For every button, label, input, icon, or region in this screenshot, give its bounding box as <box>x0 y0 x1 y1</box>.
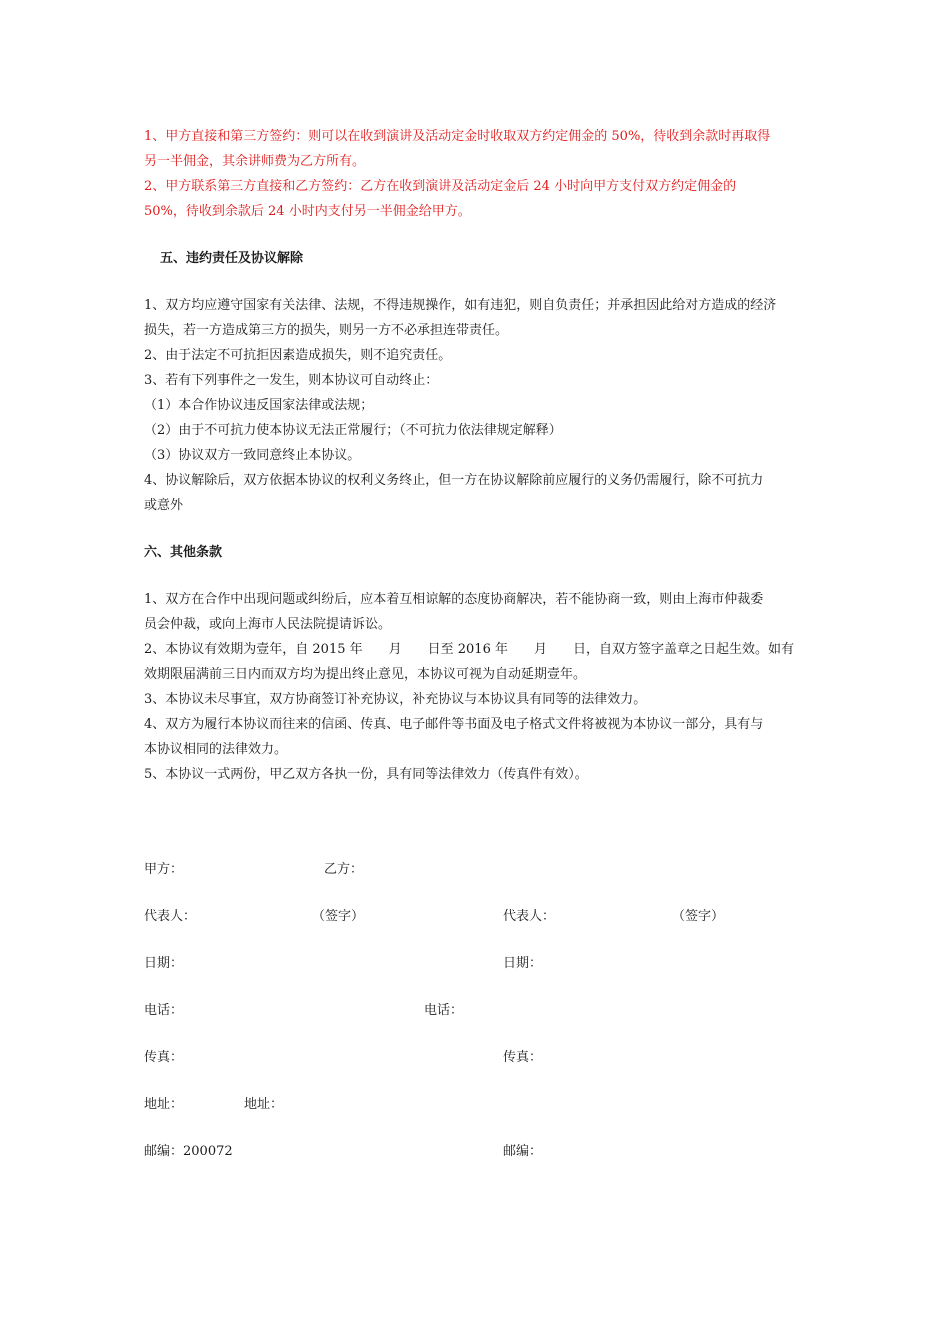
clause-5-3-item-1: （1）本合作协议违反国家法律或法规； <box>144 398 374 413</box>
clause-5-1-line-2: 损失，若一方造成第三方的损失，则另一方不必承担连带责任。 <box>144 323 509 338</box>
clause-5-3-item-2: （2）由于不可抗力使本协议无法正常履行；（不可抗力依法律规定解释） <box>144 423 562 438</box>
clause-5-3-item-3: （3）协议双方一致同意终止本协议。 <box>144 448 361 463</box>
address-b-label: 地址： <box>244 1097 284 1112</box>
section-5-title: 五、违约责任及协议解除 <box>160 251 304 266</box>
clause-5-4-line-1: 4、协议解除后，双方依据本协议的权利义务终止，但一方在协议解除前应履行的义务仍需履行，除不可抗力 <box>144 473 764 488</box>
clause-5-2: 2、由于法定不可抗拒因素造成损失，则不追究责任。 <box>144 348 452 363</box>
date-a-label: 日期： <box>144 956 184 971</box>
clause-6-2-line-2: 效期限届满前三日内而双方均为提出终止意见，本协议可视为自动延期壹年。 <box>144 667 587 682</box>
signature-a-label: （签字） <box>312 909 365 924</box>
party-b-label: 乙方： <box>324 862 364 877</box>
clause-6-3: 3、本协议未尽事宜，双方协商签订补充协议，补充协议与本协议具有同等的法律效力。 <box>144 692 647 707</box>
clause-4-1-line-2: 另一半佣金，其余讲师费为乙方所有。 <box>144 154 366 169</box>
representative-a-label: 代表人： <box>144 909 197 924</box>
address-a-label: 地址： <box>144 1097 184 1112</box>
party-a-label: 甲方： <box>144 862 184 877</box>
fax-a-label: 传真： <box>144 1050 184 1065</box>
clause-4-2-line-1: 2、甲方联系第三方直接和乙方签约：乙方在收到演讲及活动定金后 24 小时向甲方支付双方约定佣金的 <box>144 179 737 194</box>
fax-b-label: 传真： <box>503 1050 543 1065</box>
clause-6-1-line-2: 员会仲裁，或向上海市人民法院提请诉讼。 <box>144 617 392 632</box>
zipcode-b-label: 邮编： <box>503 1144 543 1159</box>
section-6-title: 六、其他条款 <box>144 545 223 560</box>
phone-b-label: 电话： <box>424 1003 464 1018</box>
clause-5-3: 3、若有下列事件之一发生，则本协议可自动终止： <box>144 373 439 388</box>
clause-6-4-line-2: 本协议相同的法律效力。 <box>144 742 288 757</box>
clause-4-2-line-2: 50%，待收到余款后 24 小时内支付另一半佣金给甲方。 <box>144 204 471 219</box>
representative-b-label: 代表人： <box>503 909 556 924</box>
clause-4-1-line-1: 1、甲方直接和第三方签约：则可以在收到演讲及活动定金时收取双方约定佣金的 50%，待收到余款时再取得 <box>144 129 771 144</box>
zipcode-a-label: 邮编：200072 <box>144 1144 233 1159</box>
phone-a-label: 电话： <box>144 1003 184 1018</box>
date-b-label: 日期： <box>503 956 543 971</box>
clause-6-4-line-1: 4、双方为履行本协议而往来的信函、传真、电子邮件等书面及电子格式文件将被视为本协议一部分，具有与 <box>144 717 764 732</box>
clause-5-4-line-2: 或意外 <box>144 498 184 513</box>
signature-b-label: （签字） <box>672 909 725 924</box>
clause-5-1-line-1: 1、双方均应遵守国家有关法律、法规，不得违规操作，如有违犯，则自负责任；并承担因此给对方造成的经济 <box>144 298 777 313</box>
clause-6-2-line-1: 2、本协议有效期为壹年，自 2015 年 月 日至 2016 年 月 日，自双方签字盖章之日起生效。如有 <box>144 642 794 657</box>
clause-6-5: 5、本协议一式两份，甲乙双方各执一份，具有同等法律效力（传真件有效）。 <box>144 767 588 782</box>
clause-6-1-line-1: 1、双方在合作中出现问题或纠纷后，应本着互相谅解的态度协商解决，若不能协商一致，则由上海市仲裁委 <box>144 592 764 607</box>
